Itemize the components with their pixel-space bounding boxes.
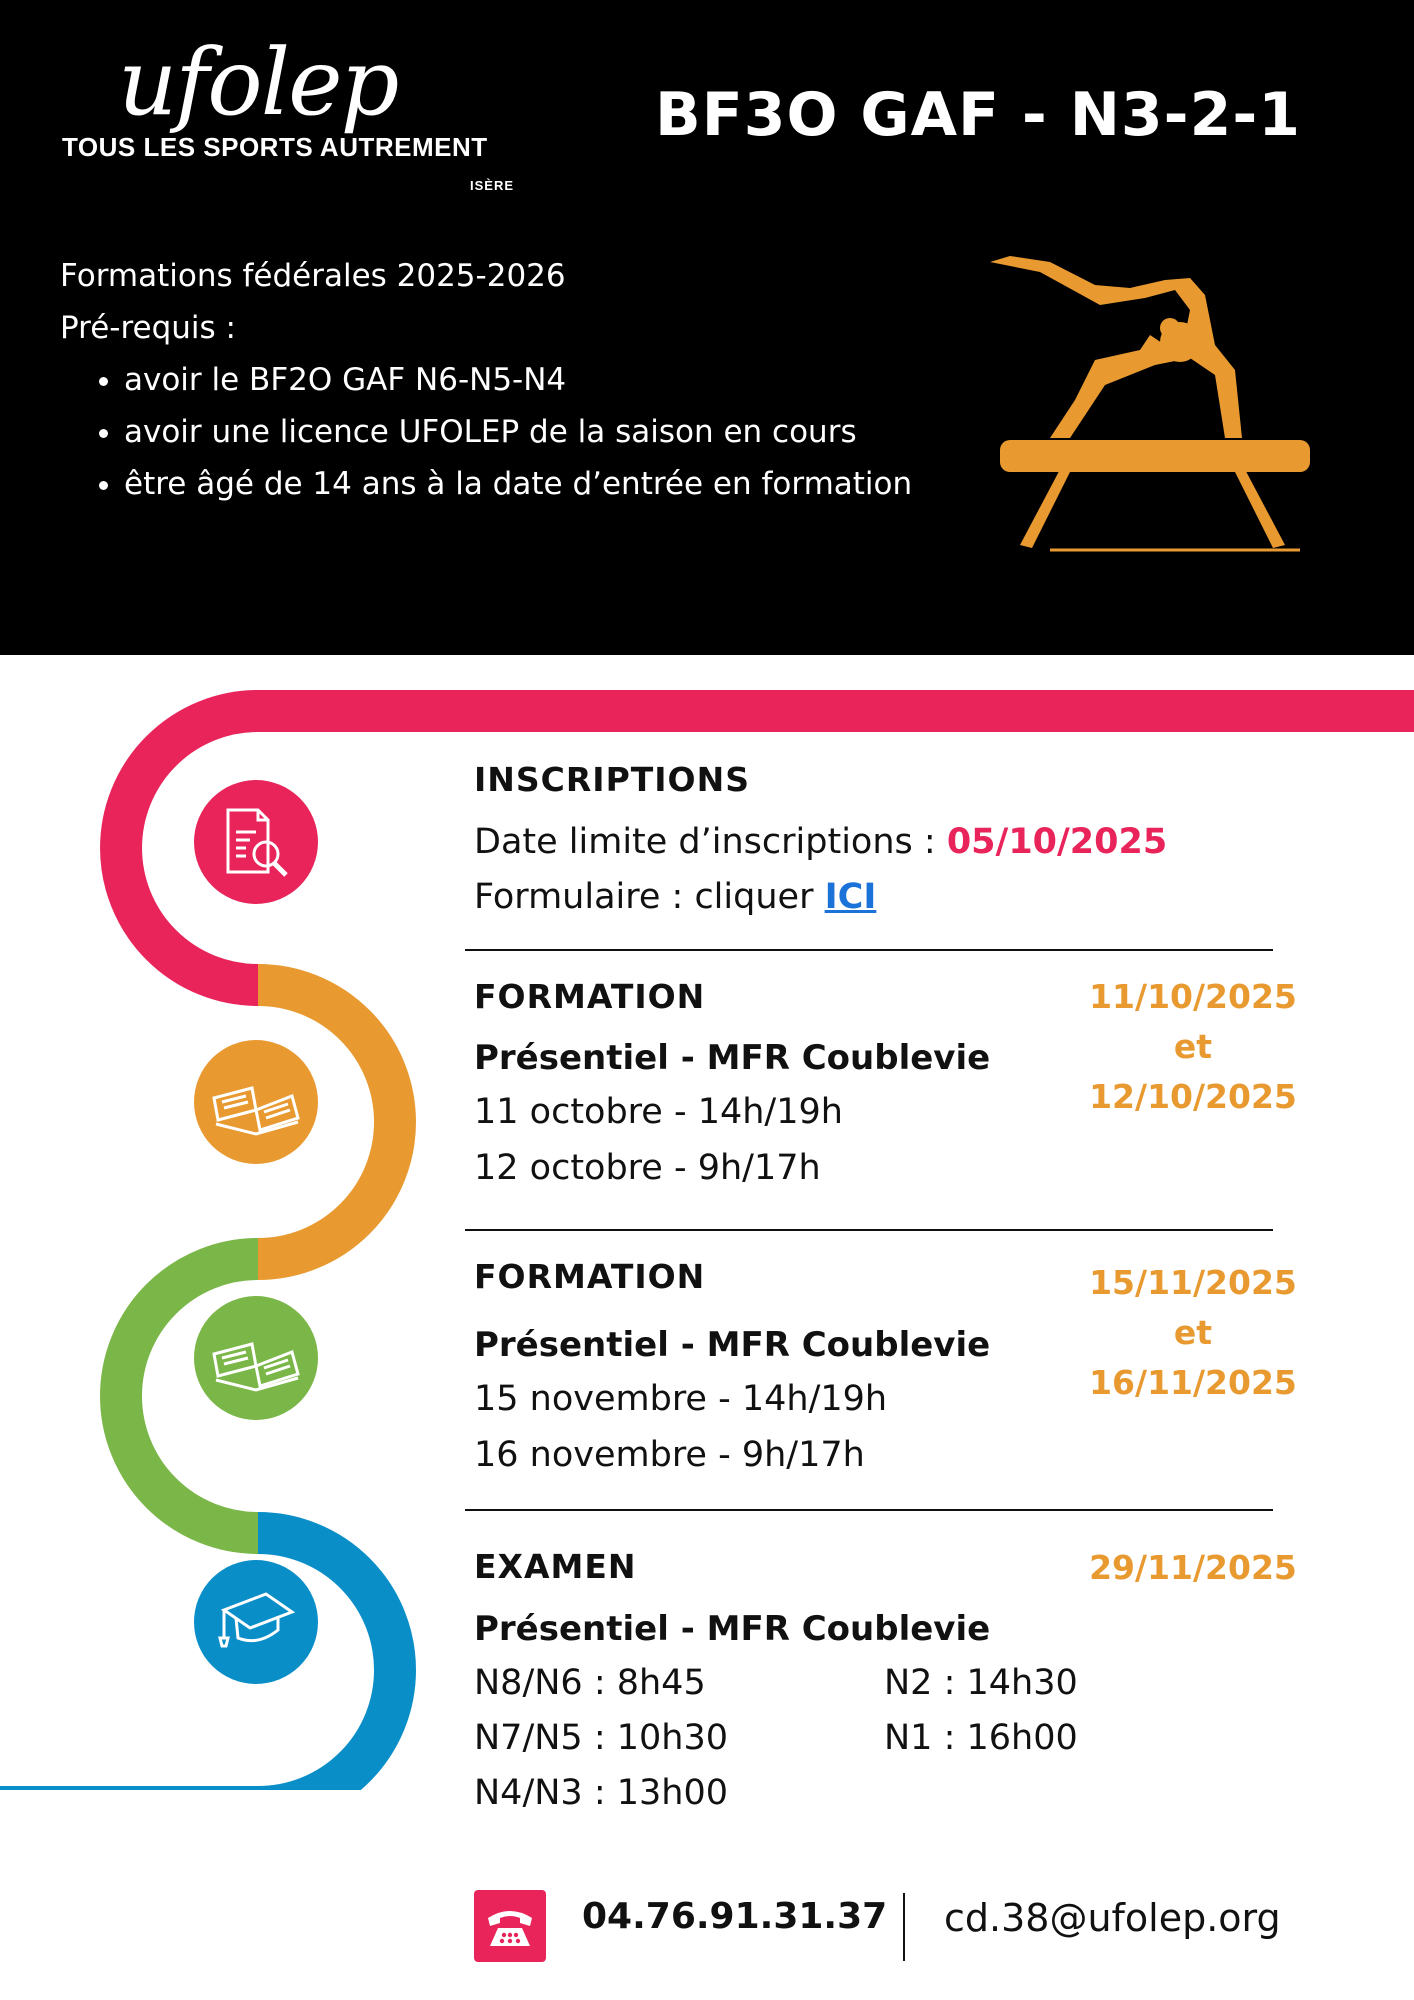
intro-block (60, 250, 960, 510)
examen-subtitle: Présentiel - MFR Coublevie (474, 1609, 991, 1649)
open-book-icon (194, 1296, 318, 1420)
examen-title: EXAMEN (474, 1547, 637, 1586)
contact-divider (903, 1893, 905, 1961)
formation1-title: FORMATION (474, 977, 706, 1016)
deadline-label: Date limite d’inscriptions : (474, 822, 936, 862)
formation1-line1: 11 octobre - 14h/19h (474, 1092, 843, 1132)
formation1-date-joiner: et (1173, 1027, 1213, 1066)
formation1-dates (1073, 972, 1313, 1122)
logo-tagline: TOUS LES SPORTS AUTREMENT (62, 132, 488, 162)
formation2-title: FORMATION (474, 1257, 706, 1296)
inscriptions-title: INSCRIPTIONS (474, 760, 750, 799)
formation2-dates (1073, 1258, 1313, 1408)
divider (465, 1509, 1273, 1511)
formation1-subtitle: Présentiel - MFR Coublevie (474, 1038, 991, 1078)
document-search-icon (194, 780, 318, 904)
prerequisite-list (60, 354, 960, 510)
formation2-date2: 16/11/2025 (1089, 1363, 1297, 1402)
formation1-date2: 12/10/2025 (1089, 1077, 1297, 1116)
formation1-line2: 12 octobre - 9h/17h (474, 1148, 821, 1188)
exam-time-right: N2 : 14h30 (884, 1663, 1078, 1703)
prerequisite-item: • avoir une licence UFOLEP de la saison en cours (124, 406, 960, 458)
exam-time-right: N1 : 16h00 (884, 1718, 1078, 1758)
exam-time-left: N8/N6 : 8h45 (474, 1663, 706, 1703)
intro-line-1: Formations fédérales 2025-2026 (60, 258, 566, 294)
header (0, 0, 1414, 655)
divider (465, 949, 1273, 951)
deadline-line (474, 822, 1167, 862)
examen-date: 29/11/2025 (1089, 1548, 1297, 1587)
intro-line-2: Pré-requis : (60, 310, 236, 346)
formation2-subtitle: Présentiel - MFR Coublevie (474, 1325, 991, 1365)
divider (465, 1229, 1273, 1231)
formation2-date1: 15/11/2025 (1089, 1263, 1297, 1302)
phone-number[interactable]: 04.76.91.31.37 (582, 1896, 888, 1937)
form-label: Formulaire : cliquer (474, 877, 814, 917)
exam-time-left: N4/N3 : 13h00 (474, 1773, 728, 1813)
ufolep-logo: ufolep (118, 29, 398, 136)
formation1-date1: 11/10/2025 (1089, 977, 1297, 1016)
formation2-line1: 15 novembre - 14h/19h (474, 1379, 888, 1419)
deadline-date: 05/10/2025 (946, 822, 1168, 862)
logo-region: ISÈRE (470, 178, 515, 193)
email-address[interactable]: cd.38@ufolep.org (944, 1896, 1281, 1940)
page-title: BF3O GAF - N3-2-1 (655, 80, 1301, 150)
prerequisite-item: • être âgé de 14 ans à la date d’entrée en formation (124, 458, 960, 510)
formation2-date-joiner: et (1173, 1313, 1213, 1352)
open-book-icon (194, 1040, 318, 1164)
graduation-cap-icon (194, 1560, 318, 1684)
gymnast-on-beam-icon (980, 250, 1320, 560)
exam-time-left: N7/N5 : 10h30 (474, 1718, 728, 1758)
telephone-icon (474, 1890, 546, 1962)
formation2-line2: 16 novembre - 9h/17h (474, 1435, 865, 1475)
form-link[interactable]: ICI (824, 877, 877, 917)
prerequisite-item: • avoir le BF2O GAF N6-N5-N4 (124, 354, 960, 406)
form-line (474, 877, 876, 917)
